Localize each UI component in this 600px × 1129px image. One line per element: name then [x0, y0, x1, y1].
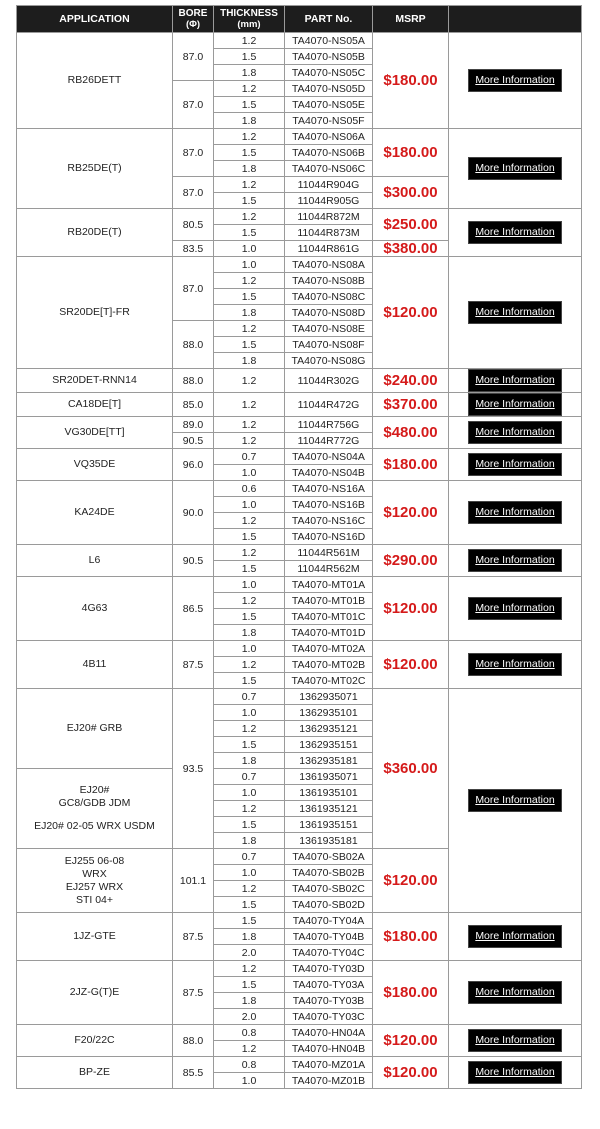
msrp-price-cell: $290.00: [373, 545, 449, 577]
thickness-cell: 1.2: [214, 801, 285, 817]
more-information-button[interactable]: More Information: [468, 453, 561, 476]
part-number-cell: TA4070-MT01B: [285, 593, 373, 609]
part-number-cell: TA4070-SB02A: [285, 849, 373, 865]
bore-cell: 88.0: [173, 321, 214, 369]
application-name: EJ255 06-08: [64, 854, 125, 867]
more-information-button[interactable]: More Information: [468, 925, 561, 948]
part-number-cell: TA4070-NS05E: [285, 97, 373, 113]
part-number-cell: TA4070-TY04C: [285, 945, 373, 961]
part-number-cell: TA4070-NS06A: [285, 129, 373, 145]
thickness-cell: 0.7: [214, 689, 285, 705]
application-name: F20/22C: [74, 1034, 115, 1046]
part-number-cell: TA4070-NS04A: [285, 449, 373, 465]
msrp-price-cell: $370.00: [373, 393, 449, 417]
table-body: [17, 33, 582, 1089]
part-number-cell: 11044R861G: [285, 241, 373, 257]
part-number-cell: TA4070-NS08D: [285, 305, 373, 321]
part-number-cell: 1361935101: [285, 785, 373, 801]
more-information-button[interactable]: More Information: [468, 393, 561, 416]
more-information-button[interactable]: More Information: [468, 1029, 561, 1052]
part-number-cell: TA4070-NS06C: [285, 161, 373, 177]
header-thickness: [214, 6, 285, 33]
part-number-cell: TA4070-NS08B: [285, 273, 373, 289]
thickness-cell: 1.5: [214, 609, 285, 625]
part-number-cell: 1361935181: [285, 833, 373, 849]
application-cell: [17, 689, 173, 769]
thickness-cell: 1.2: [214, 321, 285, 337]
thickness-cell: 1.0: [214, 465, 285, 481]
application-cell: [17, 1025, 173, 1057]
part-number-cell: TA4070-MT01C: [285, 609, 373, 625]
part-number-cell: TA4070-NS06B: [285, 145, 373, 161]
more-information-cell: [449, 577, 582, 641]
part-number-cell: 11044R872M: [285, 209, 373, 225]
more-information-cell: [449, 209, 582, 257]
application-cell: [17, 641, 173, 689]
bore-cell: 85.0: [173, 393, 214, 417]
thickness-cell: 1.5: [214, 289, 285, 305]
more-information-button[interactable]: More Information: [468, 369, 561, 392]
more-information-button[interactable]: More Information: [468, 549, 561, 572]
header-part-no: PART No.: [285, 6, 373, 33]
part-number-cell: TA4070-NS08F: [285, 337, 373, 353]
part-number-cell: TA4070-HN04B: [285, 1041, 373, 1057]
bore-cell: 86.5: [173, 577, 214, 641]
thickness-cell: 1.0: [214, 641, 285, 657]
application-cell: [17, 545, 173, 577]
bore-cell: 90.5: [173, 433, 214, 449]
part-number-cell: TA4070-SB02D: [285, 897, 373, 913]
application-name: EJ257 WRX: [65, 880, 124, 893]
application-name: RB20DE(T): [67, 226, 122, 238]
thickness-cell: 2.0: [214, 945, 285, 961]
application-name: SR20DE[T]-FR: [59, 306, 130, 318]
application-cell: [17, 849, 173, 913]
more-information-button[interactable]: More Information: [468, 301, 561, 324]
more-information-cell: [449, 961, 582, 1025]
thickness-cell: 1.8: [214, 833, 285, 849]
more-information-cell: [449, 689, 582, 913]
part-number-cell: 1362935181: [285, 753, 373, 769]
part-number-cell: TA4070-NS05C: [285, 65, 373, 81]
bore-cell: 88.0: [173, 1025, 214, 1057]
more-information-button[interactable]: More Information: [468, 597, 561, 620]
msrp-price-cell: $480.00: [373, 417, 449, 449]
table-row: [17, 689, 582, 705]
bore-cell: 87.0: [173, 33, 214, 81]
application-name: [17, 810, 172, 820]
part-number-cell: TA4070-NS05D: [285, 81, 373, 97]
part-number-cell: TA4070-HN04A: [285, 1025, 373, 1041]
part-number-cell: TA4070-MT02B: [285, 657, 373, 673]
header-thickness-label: THICKNESS: [220, 8, 278, 19]
part-number-cell: TA4070-TY04B: [285, 929, 373, 945]
application-cell: [17, 33, 173, 129]
more-information-cell: [449, 1057, 582, 1089]
part-number-cell: TA4070-SB02C: [285, 881, 373, 897]
application-name: KA24DE: [74, 506, 115, 518]
thickness-cell: 1.5: [214, 561, 285, 577]
table-row: [17, 369, 582, 393]
bore-cell: 85.5: [173, 1057, 214, 1089]
application-name: SR20DET-RNN14: [52, 374, 137, 386]
more-information-button[interactable]: More Information: [468, 157, 561, 180]
part-number-cell: TA4070-TY03B: [285, 993, 373, 1009]
more-information-button[interactable]: More Information: [468, 1061, 561, 1084]
more-information-cell: [449, 393, 582, 417]
bore-cell: 89.0: [173, 417, 214, 433]
part-number-cell: TA4070-TY03C: [285, 1009, 373, 1025]
thickness-cell: 1.2: [214, 81, 285, 97]
part-number-cell: 11044R756G: [285, 417, 373, 433]
part-number-cell: TA4070-TY03A: [285, 977, 373, 993]
bore-cell: 87.0: [173, 129, 214, 177]
thickness-cell: 1.2: [214, 721, 285, 737]
thickness-cell: 1.5: [214, 225, 285, 241]
thickness-cell: 1.2: [214, 513, 285, 529]
thickness-cell: 1.2: [214, 209, 285, 225]
bore-cell: 80.5: [173, 209, 214, 241]
table-row: [17, 913, 582, 929]
msrp-price-cell: $180.00: [373, 961, 449, 1025]
application-name: GC8/GDB JDM: [58, 797, 131, 809]
part-number-cell: TA4070-TY03D: [285, 961, 373, 977]
thickness-cell: 1.0: [214, 497, 285, 513]
thickness-cell: 1.2: [214, 417, 285, 433]
part-number-cell: TA4070-NS04B: [285, 465, 373, 481]
application-cell: [17, 577, 173, 641]
thickness-cell: 1.5: [214, 193, 285, 209]
bore-cell: 87.5: [173, 913, 214, 961]
msrp-price-cell: $180.00: [373, 33, 449, 129]
more-information-button[interactable]: More Information: [468, 789, 561, 812]
table-row: [17, 393, 582, 417]
thickness-cell: 1.2: [214, 33, 285, 49]
msrp-price-cell: $120.00: [373, 641, 449, 689]
table-row: [17, 33, 582, 49]
part-number-cell: 1362935071: [285, 689, 373, 705]
thickness-cell: 1.5: [214, 529, 285, 545]
thickness-cell: 1.5: [214, 97, 285, 113]
part-number-cell: TA4070-NS08G: [285, 353, 373, 369]
thickness-cell: 1.5: [214, 897, 285, 913]
msrp-price-cell: $180.00: [373, 449, 449, 481]
msrp-price-cell: $120.00: [373, 257, 449, 369]
thickness-cell: 1.0: [214, 865, 285, 881]
bore-cell: 90.0: [173, 481, 214, 545]
part-number-cell: 1361935071: [285, 769, 373, 785]
part-number-cell: TA4070-NS08E: [285, 321, 373, 337]
part-number-cell: TA4070-NS16B: [285, 497, 373, 513]
header-blank: [449, 6, 582, 33]
bore-cell: 83.5: [173, 241, 214, 257]
thickness-cell: 1.8: [214, 625, 285, 641]
bore-cell: 87.5: [173, 641, 214, 689]
header-msrp: MSRP: [373, 6, 449, 33]
table-row: [17, 417, 582, 433]
application-cell: [17, 369, 173, 393]
thickness-cell: 0.8: [214, 1025, 285, 1041]
thickness-cell: 1.5: [214, 817, 285, 833]
application-name: RB26DETT: [67, 74, 122, 86]
application-name: WRX: [82, 867, 107, 880]
thickness-cell: 1.0: [214, 1073, 285, 1089]
table-header-row: [17, 6, 582, 33]
application-cell: [17, 1057, 173, 1089]
thickness-cell: 1.8: [214, 353, 285, 369]
table-row: [17, 449, 582, 465]
thickness-cell: 1.5: [214, 673, 285, 689]
part-number-cell: TA4070-MZ01B: [285, 1073, 373, 1089]
table-row: [17, 641, 582, 657]
thickness-cell: 1.5: [214, 337, 285, 353]
part-number-cell: TA4070-NS16C: [285, 513, 373, 529]
application-name: BP-ZE: [79, 1066, 110, 1078]
application-name: 4G63: [81, 602, 108, 614]
bore-cell: 87.0: [173, 177, 214, 209]
thickness-cell: 1.8: [214, 161, 285, 177]
application-name: EJ20# 02-05 WRX USDM: [34, 820, 155, 832]
part-number-cell: 11044R904G: [285, 177, 373, 193]
part-number-cell: 1362935121: [285, 721, 373, 737]
bore-cell: 87.0: [173, 81, 214, 129]
application-cell: [17, 393, 173, 417]
part-number-cell: 1361935151: [285, 817, 373, 833]
application-cell: [17, 913, 173, 961]
thickness-cell: 0.7: [214, 769, 285, 785]
msrp-price-cell: $360.00: [373, 689, 449, 849]
thickness-cell: 1.2: [214, 881, 285, 897]
more-information-cell: [449, 641, 582, 689]
bore-cell: 87.5: [173, 961, 214, 1025]
table-row: [17, 257, 582, 273]
more-information-cell: [449, 913, 582, 961]
application-cell: [17, 481, 173, 545]
bore-cell: 88.0: [173, 369, 214, 393]
thickness-cell: 1.2: [214, 433, 285, 449]
part-number-cell: TA4070-MT02C: [285, 673, 373, 689]
thickness-cell: 1.5: [214, 145, 285, 161]
thickness-cell: 1.2: [214, 273, 285, 289]
thickness-cell: 0.7: [214, 449, 285, 465]
part-number-cell: 11044R302G: [285, 369, 373, 393]
table-row: [17, 545, 582, 561]
application-name: EJ20#: [79, 784, 110, 796]
part-number-cell: TA4070-NS05B: [285, 49, 373, 65]
msrp-price-cell: $180.00: [373, 129, 449, 177]
application-cell: [17, 129, 173, 209]
msrp-price-cell: $120.00: [373, 577, 449, 641]
part-number-cell: 1362935101: [285, 705, 373, 721]
application-cell: [17, 961, 173, 1025]
part-number-cell: 11044R562M: [285, 561, 373, 577]
msrp-price-cell: $120.00: [373, 1025, 449, 1057]
thickness-cell: 1.8: [214, 929, 285, 945]
thickness-cell: 1.0: [214, 257, 285, 273]
msrp-price-cell: $240.00: [373, 369, 449, 393]
msrp-price-cell: $120.00: [373, 849, 449, 913]
thickness-cell: 1.8: [214, 305, 285, 321]
part-number-cell: 1361935121: [285, 801, 373, 817]
thickness-cell: 1.2: [214, 593, 285, 609]
thickness-cell: 1.2: [214, 1041, 285, 1057]
more-information-cell: [449, 481, 582, 545]
application-cell: [17, 417, 173, 449]
msrp-price-cell: $250.00: [373, 209, 449, 241]
bore-cell: 96.0: [173, 449, 214, 481]
more-information-button[interactable]: More Information: [468, 69, 561, 92]
header-thickness-unit: (mm): [237, 19, 261, 30]
table-row: [17, 1057, 582, 1073]
part-number-cell: 11044R873M: [285, 225, 373, 241]
application-name: 1JZ-GTE: [73, 930, 116, 942]
thickness-cell: 0.6: [214, 481, 285, 497]
more-information-cell: [449, 545, 582, 577]
thickness-cell: 1.5: [214, 977, 285, 993]
header-bore-unit: (Φ): [185, 19, 201, 30]
table-row: [17, 961, 582, 977]
thickness-cell: 1.5: [214, 913, 285, 929]
part-number-cell: TA4070-SB02B: [285, 865, 373, 881]
thickness-cell: 1.8: [214, 993, 285, 1009]
application-name: L6: [88, 554, 101, 566]
bore-cell: 93.5: [173, 689, 214, 849]
application-cell: [17, 449, 173, 481]
header-bore-label: BORE: [178, 8, 208, 19]
table-row: [17, 481, 582, 497]
more-information-cell: [449, 33, 582, 129]
bore-cell: 90.5: [173, 545, 214, 577]
more-information-button[interactable]: More Information: [468, 653, 561, 676]
thickness-cell: 1.5: [214, 49, 285, 65]
application-name: 2JZ-G(T)E: [69, 986, 120, 998]
more-information-cell: [449, 257, 582, 369]
application-name: VG30DE[TT]: [64, 426, 125, 438]
thickness-cell: 1.8: [214, 113, 285, 129]
part-number-cell: TA4070-MT01A: [285, 577, 373, 593]
msrp-price-cell: $120.00: [373, 481, 449, 545]
thickness-cell: 1.0: [214, 785, 285, 801]
table-row: [17, 129, 582, 145]
part-number-cell: TA4070-MT01D: [285, 625, 373, 641]
thickness-cell: 1.2: [214, 177, 285, 193]
thickness-cell: 1.2: [214, 545, 285, 561]
part-number-cell: TA4070-NS16D: [285, 529, 373, 545]
thickness-cell: 1.0: [214, 241, 285, 257]
thickness-cell: 1.2: [214, 393, 285, 417]
application-name: EJ20# GRB: [66, 722, 123, 734]
thickness-cell: 0.7: [214, 849, 285, 865]
part-number-cell: TA4070-TY04A: [285, 913, 373, 929]
thickness-cell: 1.0: [214, 577, 285, 593]
part-number-cell: 11044R472G: [285, 393, 373, 417]
more-information-button[interactable]: More Information: [468, 981, 561, 1004]
part-number-cell: TA4070-NS08C: [285, 289, 373, 305]
more-information-cell: [449, 1025, 582, 1057]
bore-cell: 87.0: [173, 257, 214, 321]
header-application: APPLICATION: [17, 6, 173, 33]
thickness-cell: 1.5: [214, 737, 285, 753]
part-number-cell: 11044R905G: [285, 193, 373, 209]
header-bore: [173, 6, 214, 33]
thickness-cell: 1.0: [214, 705, 285, 721]
thickness-cell: 0.8: [214, 1057, 285, 1073]
part-number-cell: 1362935151: [285, 737, 373, 753]
part-number-cell: TA4070-MZ01A: [285, 1057, 373, 1073]
more-information-button[interactable]: More Information: [468, 421, 561, 444]
table-row: [17, 209, 582, 225]
more-information-button[interactable]: More Information: [468, 221, 561, 244]
application-cell: [17, 209, 173, 257]
application-name: CA18DE[T]: [67, 398, 122, 410]
thickness-cell: 2.0: [214, 1009, 285, 1025]
thickness-cell: 1.2: [214, 961, 285, 977]
part-number-cell: TA4070-NS05F: [285, 113, 373, 129]
more-information-cell: [449, 449, 582, 481]
thickness-cell: 1.8: [214, 753, 285, 769]
thickness-cell: 1.2: [214, 129, 285, 145]
part-number-cell: TA4070-NS05A: [285, 33, 373, 49]
more-information-button[interactable]: More Information: [468, 501, 561, 524]
bore-cell: 101.1: [173, 849, 214, 913]
application-cell: [17, 257, 173, 369]
application-name: RB25DE(T): [67, 162, 122, 174]
more-information-cell: [449, 417, 582, 449]
msrp-price-cell: $180.00: [373, 913, 449, 961]
table-row: [17, 577, 582, 593]
more-information-cell: [449, 369, 582, 393]
part-number-cell: 11044R772G: [285, 433, 373, 449]
table-row: [17, 1025, 582, 1041]
more-information-cell: [449, 129, 582, 209]
part-number-cell: TA4070-MT02A: [285, 641, 373, 657]
thickness-cell: 1.8: [214, 65, 285, 81]
thickness-cell: 1.2: [214, 369, 285, 393]
application-name: STI 04+: [75, 893, 114, 906]
msrp-price-cell: $300.00: [373, 177, 449, 209]
thickness-cell: 1.2: [214, 657, 285, 673]
head-gasket-parts-table: [16, 5, 582, 1089]
msrp-price-cell: $380.00: [373, 241, 449, 257]
application-name: VQ35DE: [73, 458, 116, 470]
part-number-cell: TA4070-NS08A: [285, 257, 373, 273]
application-cell: [17, 769, 173, 849]
application-name: 4B11: [82, 658, 107, 670]
msrp-price-cell: $120.00: [373, 1057, 449, 1089]
part-number-cell: TA4070-NS16A: [285, 481, 373, 497]
parts-table-wrapper: [16, 5, 582, 1089]
part-number-cell: 11044R561M: [285, 545, 373, 561]
